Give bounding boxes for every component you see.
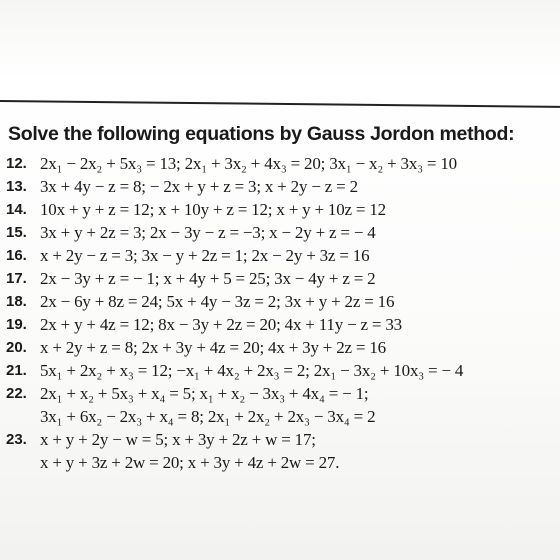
problem-number: 15. [6,224,27,241]
problem-number: 23. [6,431,27,448]
problem-number: 22. [6,385,27,402]
problem-equations: 2x₁ + x₂ + 5x₃ + x₄ = 5; x₁ + x₂ − 3x₃ + 4x₄ = − 1; [40,384,369,403]
problem-equations: x + y + 2y − w = 5; x + 3y + 2z + w = 17; [40,430,316,449]
problem-equations: 2x₁ − 2x₂ + 5x₃ = 13; 2x₁ + 3x₂ + 4x₃ = 20; 3x₁ − x₂ + 3x₃ = 10 [40,154,457,173]
problem-number: 13. [6,178,27,195]
page-divider-line [0,100,560,108]
problem-equations: x + y + 3z + 2w = 20; x + 3y + 4z + 2w = 27. [40,453,340,472]
problem-number: 17. [6,270,27,287]
problem-number: 20. [6,339,27,356]
problem-number: 16. [6,247,27,264]
problem-equations: 5x₁ + 2x₂ + x₃ = 12; −x₁ + 4x₂ + 2x₃ = 2; 2x₁ − 3x₂ + 10x₃ = − 4 [40,361,464,380]
problem-equations: x + 2y + z = 8; 2x + 3y + 4z = 20; 4x + 3y + 2z = 16 [40,338,386,357]
problem-number: 14. [6,201,27,218]
problem-equations: 3x + y + 2z = 3; 2x − 3y − z = −3; x − 2y + z = − 4 [40,223,376,242]
problem-equations: 3x + 4y − z = 8; − 2x + y + z = 3; x + 2y − z = 2 [40,177,358,196]
problem-equations: 2x − 6y + 8z = 24; 5x + 4y − 3z = 2; 3x + y + 2z = 16 [40,292,395,311]
problem-equations: 3x₁ + 6x₂ − 2x₃ + x₄ = 8; 2x₁ + 2x₂ + 2x₃ − 3x₄ = 2 [40,407,376,426]
problem-number: 18. [6,293,27,310]
problem-equations: 2x − 3y + z = − 1; x + 4y + 5 = 25; 3x − 4y + z = 2 [40,269,376,288]
exercise-heading: Solve the following equations by Gauss Jordon method: [8,123,515,145]
problem-number: 19. [6,316,27,333]
problem-number: 12. [6,155,27,172]
problem-number: 21. [6,362,27,379]
problem-equations: x + 2y − z = 3; 3x − y + 2z = 1; 2x − 2y + 3z = 16 [40,246,370,265]
problem-equations: 10x + y + z = 12; x + 10y + z = 12; x + y + 10z = 12 [40,200,386,219]
problem-equations: 2x + y + 4z = 12; 8x − 3y + 2z = 20; 4x + 11y − z = 33 [40,315,402,334]
